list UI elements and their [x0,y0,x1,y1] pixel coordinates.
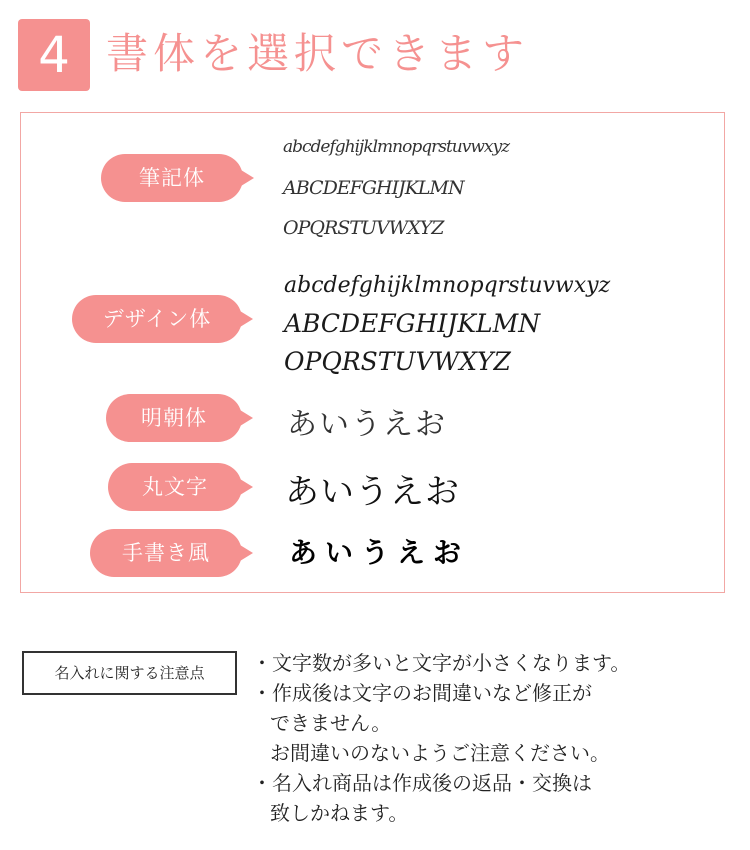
font-label-script[interactable]: 筆記体 [101,154,243,202]
handwritten-sample: あいうえお [289,536,470,569]
notice-line: できません。 [270,711,392,735]
section-title: 書体を選択できます [106,29,530,78]
script-sample-uppercase-1: ABCDEFGHIJKLMN [283,177,464,199]
font-label-mincho[interactable]: 明朝体 [106,394,242,442]
notice-list [252,648,742,828]
script-sample-uppercase-2: OPQRSTUVWXYZ [283,217,444,239]
maru-sample: あいうえお [285,472,460,512]
font-label-maru[interactable]: 丸文字 [108,463,242,511]
design-sample-uppercase-2: OPQRSTUVWXYZ [284,347,511,376]
notice-line: 致しかねます。 [270,801,409,825]
font-options-panel [20,112,725,593]
design-sample-uppercase-1: ABCDEFGHIJKLMN [284,309,541,338]
notice-heading: 名入れに関する注意点 [22,651,237,695]
font-label-handwritten[interactable]: 手書き風 [90,529,242,577]
notice-line: ・作成後は文字のお間違いなど修正が [252,681,592,705]
notice-line: お間違いのないようご注意ください。 [270,741,610,765]
script-sample-lowercase: abcdefghijklmnopqrstuvwxyz [283,137,510,157]
notice-line: ・名入れ商品は作成後の返品・交換は [252,771,592,795]
step-number-badge: 4 [18,19,90,91]
font-label-design[interactable]: デザイン体 [72,295,242,343]
mincho-sample: あいうえお [287,407,447,442]
notice-line: ・文字数が多いと文字が小さくなります。 [252,651,631,675]
design-sample-lowercase: abcdefghijklmnopqrstuvwxyz [284,273,611,298]
